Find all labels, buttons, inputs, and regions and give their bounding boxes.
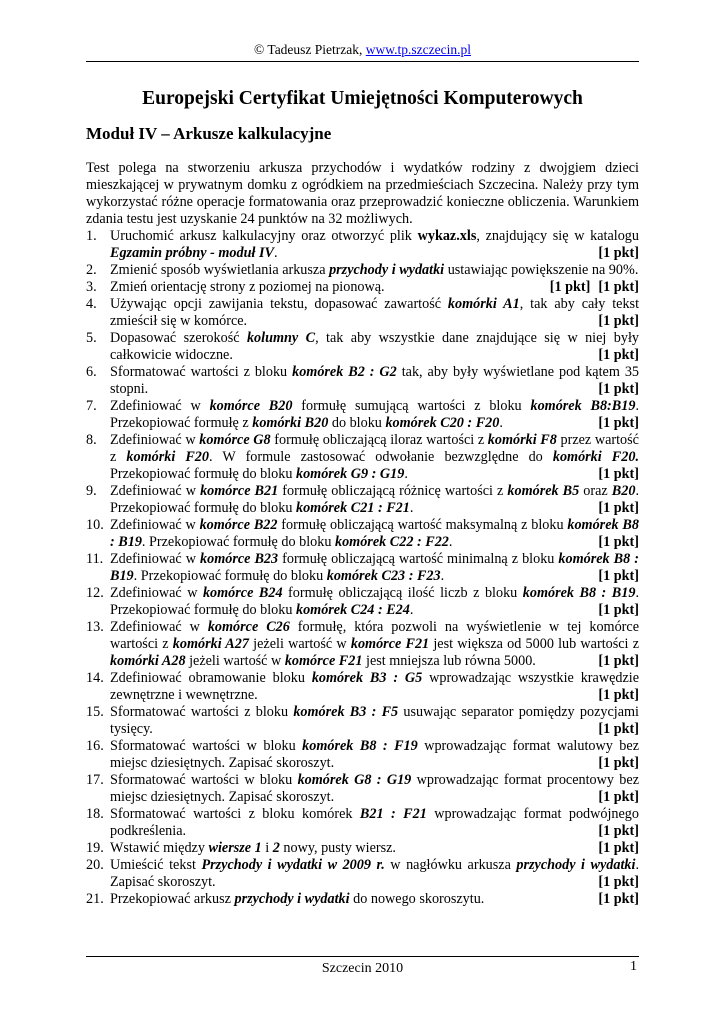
task-emphasis: 2 [272,840,280,856]
task-text-segment: . Przekopiować formułę do bloku [141,534,335,550]
task-points: [1 pkt] [598,755,639,771]
task-text-segment: Zdefiniować w [110,619,208,635]
task-emphasis: komórek C24 : E24 [295,602,410,618]
task-text-segment: . Zapisać skoroszyt. [110,857,640,890]
task-text-segment: . [448,534,453,550]
task-number: 8. [86,432,97,448]
task-item [86,806,639,840]
task-text-segment: Zdefiniować w [110,398,210,414]
task-number: 7. [86,398,97,414]
task-text [110,806,639,839]
task-text-segment: w nagłówku arkusza [384,857,517,873]
task-text-segment: Umieścić tekst [110,857,202,873]
task-text-segment: Sformatować wartości z bloku komórek [110,806,360,822]
task-emphasis: komórek B3 : G5 [311,670,423,686]
task-points: [1 pkt] [598,534,639,550]
task-number: 4. [86,296,97,312]
task-text [110,704,639,737]
task-text-segment: Zdefiniować w [110,432,200,448]
task-emphasis: komórce B20 [209,398,293,414]
task-number: 15. [86,704,104,720]
task-number: 11. [86,551,104,567]
task-emphasis: komórek C20 : F20 [385,415,500,431]
task-number: 21. [86,891,104,907]
task-number: 5. [86,330,97,346]
task-number: 18. [86,806,104,822]
footer-city-year: Szczecin 2010 [321,961,404,976]
task-points: [1 pkt] [598,602,639,618]
intro-paragraph: Test polega na stworzeniu arkusza przychodów i wydatków rodziny z dwojgiem dzieci mieszkającej w prywatnym domku z ogródkiem na przedmieściach Szczecina. Należy przy tym wykorzystać różne operacje formatowania oraz przeprowadzić konieczne obliczenia. Warunkiem zdania testu jest uzyskanie 24 punktów na 32 możliwych. [86,160,639,227]
task-text-segment: wprowadzając wszystkie krawędzie zewnętrzne i wewnętrzne. [110,670,639,703]
task-text-segment: ustawiając powiększenie na 90%. [444,262,639,278]
task-item [86,585,639,619]
task-points: [1 pkt] [598,891,639,907]
task-number: 19. [86,840,104,856]
task-text-segment: jeżeli wartość w [248,636,351,652]
task-text-segment: formułę sumującą wartości z bloku [292,398,531,414]
task-text-segment: wprowadzając format procentowy bez miejsc dziesiętnych. Zapisać skoroszyt. [110,772,639,805]
task-points: [1 pkt] [598,500,639,516]
task-text-segment: Zdefiniować w [110,483,201,499]
task-item [86,398,639,432]
task-number: 10. [86,517,104,533]
task-points: [1 pkt] [598,874,639,890]
task-text [110,483,639,516]
task-text [110,619,639,669]
task-text-segment: do nowego skoroszytu. [349,891,485,907]
task-emphasis: komórek G9 : G19 [295,466,405,482]
task-emphasis: wykaz.xls [417,228,477,244]
task-text-segment: formułę obliczającą wartość minimalną z bloku [278,551,559,567]
copyright-text: © Tadeusz Pietrzak, [254,42,363,57]
task-emphasis: komórki F20. [552,449,639,465]
task-text-segment: . W formule zastosować odwołanie bezwzględne do [209,449,553,465]
task-text [110,772,639,805]
task-text-segment: formułę obliczającą różnicę wartości z [278,483,508,499]
task-text-segment: usuwając separator pomiędzy pozycjami tysięcy. [110,704,639,737]
module-title: Moduł IV – Arkusze kalkulacyjne [86,124,332,143]
task-item [86,857,639,891]
task-emphasis: komórce G8 [199,432,271,448]
website-link[interactable]: www.tp.szczecin.pl [365,42,471,57]
task-text [110,296,639,329]
task-number: 20. [86,857,104,873]
task-text [110,585,639,618]
task-item [86,772,639,806]
task-emphasis: komórce B23 [200,551,279,567]
task-points: [1 pkt] [598,789,639,805]
task-text-segment: Sformatować wartości w bloku [110,772,298,788]
task-text [110,517,639,550]
task-emphasis: komórek C21 : F21 [295,500,410,516]
task-points: [1 pkt] [598,840,639,856]
document-title: Europejski Certyfikat Umiejętności Komputerowych [142,88,583,109]
task-text-segment: jest większa od 5000 lub wartości z [429,636,639,652]
task-points: [1 pkt] [598,721,639,737]
task-item [86,432,639,483]
task-text-segment: Zdefiniować obramowanie bloku [110,670,312,686]
task-text-segment: Przekopiować arkusz [110,891,235,907]
task-text-segment: , znajdujący się w katalogu [476,228,639,244]
task-text-segment: Używając opcji zawijania tekstu, dopasować zawartość [110,296,448,312]
task-points: [1 pkt] [598,245,639,261]
task-item [86,704,639,738]
task-emphasis: komórki A27 [172,636,249,652]
task-points: [1 pkt] [598,313,639,329]
task-text-segment: , tak aby wszystkie dane znajdujące się w niej były całkowicie widoczne. [110,330,639,363]
page-header [86,42,639,58]
task-number: 14. [86,670,104,686]
task-emphasis: wiersze 1 [208,840,262,856]
task-item [86,364,639,398]
task-text-segment: Sformatować wartości w bloku [110,738,303,754]
task-text-segment: . [499,415,503,431]
task-text-segment: Zdefiniować w [110,551,200,567]
task-points: [1 pkt] [598,466,639,482]
task-text [110,670,639,703]
task-item [86,483,639,517]
task-text-segment: , tak aby cały tekst zmieścił się w komórce. [110,296,640,329]
task-emphasis: komórek B5 [507,483,580,499]
task-number: 2. [86,262,97,278]
task-emphasis: komórce C26 [207,619,290,635]
task-text [110,228,639,261]
task-points: [1 pkt] [598,823,639,839]
task-emphasis: B20 [611,483,636,499]
task-item [86,670,639,704]
task-emphasis: Egzamin próbny - moduł IV [110,245,274,261]
task-emphasis: komórek B8:B19 [530,398,636,414]
footer-divider [86,956,639,957]
task-emphasis: komórce B21 [200,483,279,499]
task-text-segment: Zdefiniować w [110,517,200,533]
task-text-segment: formułę, która pozwoli na wyświetlenie w tej komórce wartości z [110,619,639,652]
task-text-segment: . [273,245,278,261]
task-emphasis: Przychody i wydatki w 2009 r. [201,857,385,873]
task-item [86,619,639,670]
task-text-segment: formułę obliczającą ilość liczb z bloku [282,585,523,601]
task-text-segment: jest mniejsza lub równa 5000. [362,653,536,669]
task-number: 9. [86,483,97,499]
task-item [86,738,639,772]
task-text-segment: Dopasować szerokość [110,330,247,346]
task-text-segment: i [261,840,273,856]
task-item [86,551,639,585]
task-emphasis: komórek B8 : B19 [110,517,639,550]
task-text-segment: Przekopiować formułę do bloku [110,466,296,482]
task-number: 3. [86,279,97,295]
task-emphasis: komórki B20 [252,415,329,431]
task-text [110,857,639,890]
task-emphasis: komórce F21 [350,636,430,652]
task-emphasis: komórce F21 [284,653,363,669]
task-list [86,228,639,908]
task-text-segment: formułę obliczającą wartość maksymalną z bloku [277,517,568,533]
task-item [86,330,639,364]
task-points: [1 pkt] [598,653,639,669]
task-text-segment: . [409,500,414,516]
task-text [110,398,639,431]
task-text-segment: tak, aby były wyświetlane pod kątem 35 stopni. [110,364,640,397]
task-text-segment: . [409,602,414,618]
task-number: 13. [86,619,104,635]
task-points: [1 pkt] [598,279,639,295]
task-text [110,279,591,295]
task-points: [1 pkt] [598,381,639,397]
task-emphasis: komórek B8 : F19 [302,738,418,754]
task-text-segment: przez wartość z [110,432,639,465]
task-emphasis: komórki F8 [487,432,557,448]
task-number: 1. [86,228,97,244]
task-number: 12. [86,585,104,601]
task-text [110,738,639,771]
task-emphasis: przychody i wydatki [234,891,350,907]
task-text [110,891,639,907]
task-emphasis: komórek C23 : F23 [326,568,441,584]
task-text-segment: Sformatować wartości z bloku [110,704,294,720]
task-item [86,228,639,262]
task-text-segment: . Przekopiować formułę do bloku [110,483,639,516]
task-emphasis: kolumny C [246,330,316,346]
task-emphasis: przychody i wydatki [329,262,445,278]
task-text-segment: wprowadzając format walutowy bez miejsc dziesiętnych. Zapisać skoroszyt. [110,738,639,771]
task-text-segment: . Przekopiować formułę z [110,398,639,431]
task-points: [1 pkt] [598,687,639,703]
task-text-segment: do bloku [328,415,386,431]
task-points: [1 pkt] [549,279,591,295]
task-text-segment: Uruchomić arkusz kalkulacyjny oraz otworzyć plik [110,228,418,244]
task-item [86,840,639,857]
task-emphasis: komórek B8 : B19 [522,585,636,601]
task-item [86,517,639,551]
task-emphasis: komórce B22 [199,517,278,533]
task-item [86,279,639,296]
task-text-segment: formułę obliczającą iloraz wartości z [270,432,488,448]
task-points: [1 pkt] [598,415,639,431]
task-text [110,330,639,363]
task-emphasis: komórek G8 : G19 [297,772,412,788]
task-text-segment: . [440,568,445,584]
task-text-segment: Wstawić między [110,840,209,856]
task-item [86,891,639,908]
task-text-segment: . Przekopiować formułę do bloku [133,568,327,584]
task-text-segment: Zmienić sposób wyświetlania arkusza [110,262,330,278]
task-emphasis: komórki A1 [447,296,520,312]
task-text-segment: Zmień orientację strony z poziomej na pionową. [110,279,385,295]
task-text [110,364,639,397]
task-item [86,296,639,330]
task-text [110,840,639,856]
task-number: 17. [86,772,104,788]
task-text-segment: wprowadzając format podwójnego podkreślenia. [110,806,639,839]
task-text-segment: . [404,466,408,482]
task-text [110,551,639,584]
task-emphasis: komórki A28 [110,653,186,669]
task-text-segment: . Przekopiować formułę do bloku [110,585,639,618]
task-emphasis: przychody i wydatki [516,857,636,873]
task-number: 16. [86,738,104,754]
task-text [110,432,639,482]
task-text-segment: nowy, pusty wiersz. [279,840,396,856]
task-text-segment: Sformatować wartości z bloku [110,364,293,380]
task-text-segment: oraz [579,483,612,499]
task-emphasis: B21 : F21 [359,806,427,822]
task-emphasis: komórek B3 : F5 [293,704,399,720]
task-points: [1 pkt] [598,568,639,584]
header-divider [86,61,639,62]
task-emphasis: komórek B8 : B19 [110,551,639,584]
task-emphasis: komórce B24 [202,585,283,601]
task-emphasis: komórki F20 [126,449,209,465]
task-points: [1 pkt] [598,347,639,363]
document-body [86,160,639,908]
task-emphasis: komórek C22 : F22 [334,534,449,550]
task-number: 6. [86,364,97,380]
page-number: 1 [630,959,637,974]
task-text-segment: jeżeli wartość w [185,653,285,669]
task-emphasis: komórek B2 : G2 [292,364,397,380]
task-text-segment: Zdefiniować w [110,585,203,601]
